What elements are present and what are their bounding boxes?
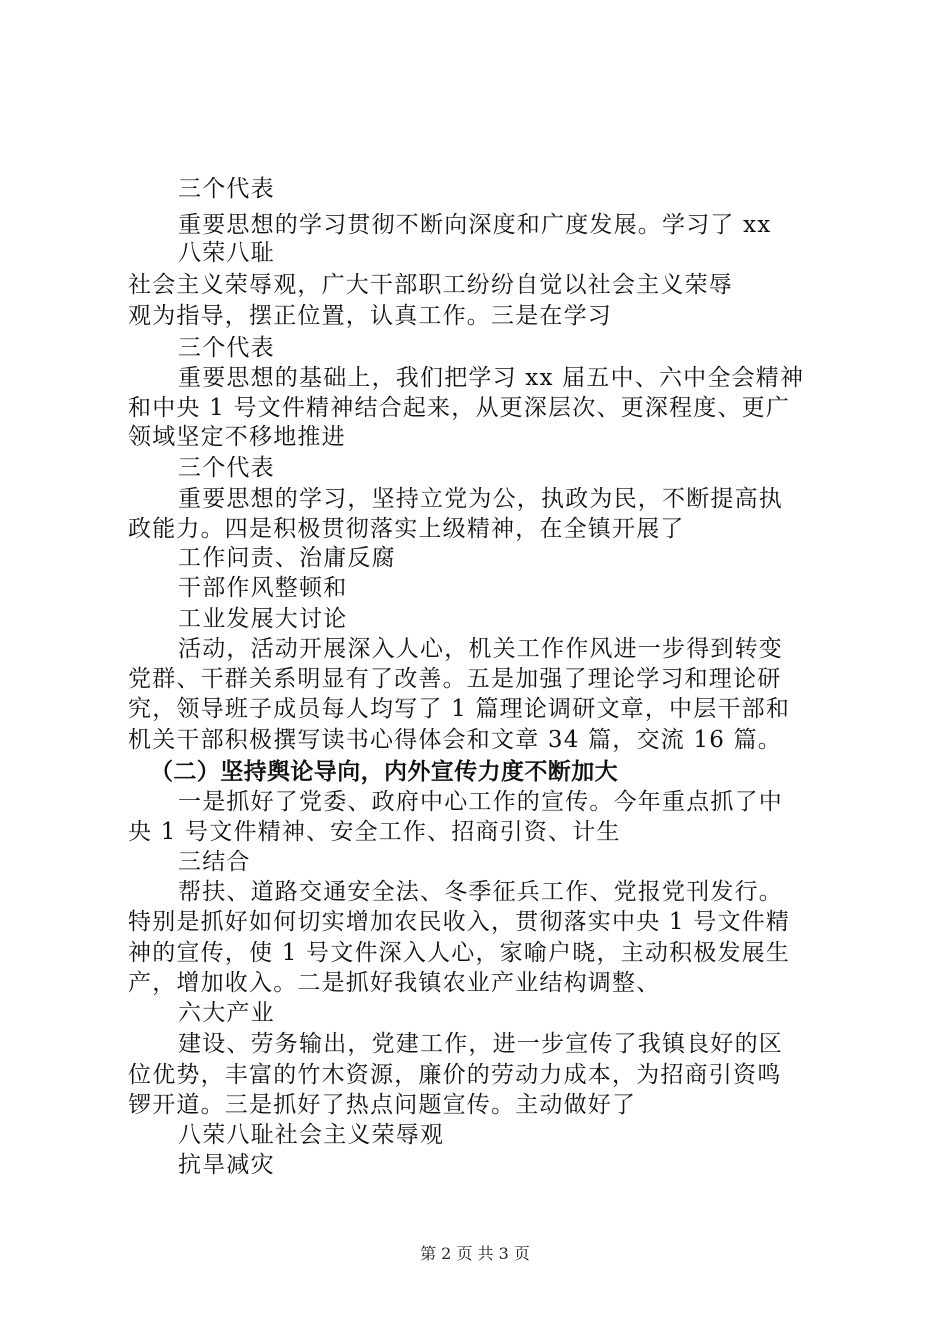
text-line: 特别是抓好如何切实增加农民收入，贯彻落实中央 1 号文件精 [128, 909, 791, 935]
text-line: 锣开道。三是抓好了热点问题宣传。主动做好了 [128, 1092, 637, 1118]
text-line: 建设、劳务输出，党建工作，进一步宣传了我镇良好的区 [178, 1031, 783, 1057]
text-line: 究，领导班子成员每人均写了 1 篇理论调研文章，中层干部和 [128, 696, 791, 722]
text-line: 社会主义荣辱观，广大干部职工纷纷自觉以社会主义荣辱 [128, 272, 733, 298]
text-line: 抗旱减灾 [178, 1152, 275, 1178]
text-line: 三个代表 [178, 176, 275, 202]
section-heading: （二）坚持舆论导向，内外宣传力度不断加大 [150, 759, 618, 785]
text-line: 党群、干群关系明显有了改善。五是加强了理论学习和理论研 [128, 666, 782, 692]
text-line: 一是抓好了党委、政府中心工作的宣传。今年重点抓了中 [178, 789, 783, 815]
text-line: 产，增加收入。二是抓好我镇农业产业结构调整、 [128, 970, 661, 996]
text-line: 观为指导，摆正位置，认真工作。三是在学习 [128, 303, 612, 329]
text-line: 工作问责、治庸反腐 [178, 545, 396, 571]
text-line: 三个代表 [178, 455, 275, 481]
page-number-footer: 第 2 页 共 3 页 [420, 1244, 530, 1263]
text-line: 帮扶、道路交通安全法、冬季征兵工作、党报党刊发行。 [178, 879, 783, 905]
text-line: 位优势，丰富的竹木资源，廉价的劳动力成本，为招商引资鸣 [128, 1062, 782, 1088]
text-line: 六大产业 [178, 1000, 275, 1026]
text-line: 领域坚定不移地推进 [128, 424, 346, 450]
text-line: 活动，活动开展深入人心，机关工作作风进一步得到转变 [178, 636, 783, 662]
text-line: 神的宣传，使 1 号文件深入人心，家喻户晓，主动积极发展生 [128, 940, 791, 966]
text-line: 三结合 [178, 849, 251, 875]
text-line: 重要思想的基础上，我们把学习 xx 届五中、六中全会精神 [178, 365, 805, 391]
text-line: 重要思想的学习，坚持立党为公，执政为民，不断提高执 [178, 486, 783, 512]
text-line: 三个代表 [178, 335, 275, 361]
text-line: 重要思想的学习贯彻不断向深度和广度发展。学习了 xx [178, 212, 772, 238]
text-line: 政能力。四是积极贯彻落实上级精神，在全镇开展了 [128, 516, 685, 542]
text-line: 八荣八耻 [178, 240, 275, 266]
text-line: 机关干部积极撰写读书心得体会和文章 34 篇，交流 16 篇。 [128, 727, 782, 753]
text-line: 工业发展大讨论 [178, 606, 348, 632]
text-line: 八荣八耻社会主义荣辱观 [178, 1122, 445, 1148]
text-line: 和中央 1 号文件精神结合起来，从更深层次、更深程度、更广 [128, 395, 791, 421]
text-line: 干部作风整顿和 [178, 575, 348, 601]
text-line: 央 1 号文件精神、安全工作、招商引资、计生 [128, 819, 621, 845]
